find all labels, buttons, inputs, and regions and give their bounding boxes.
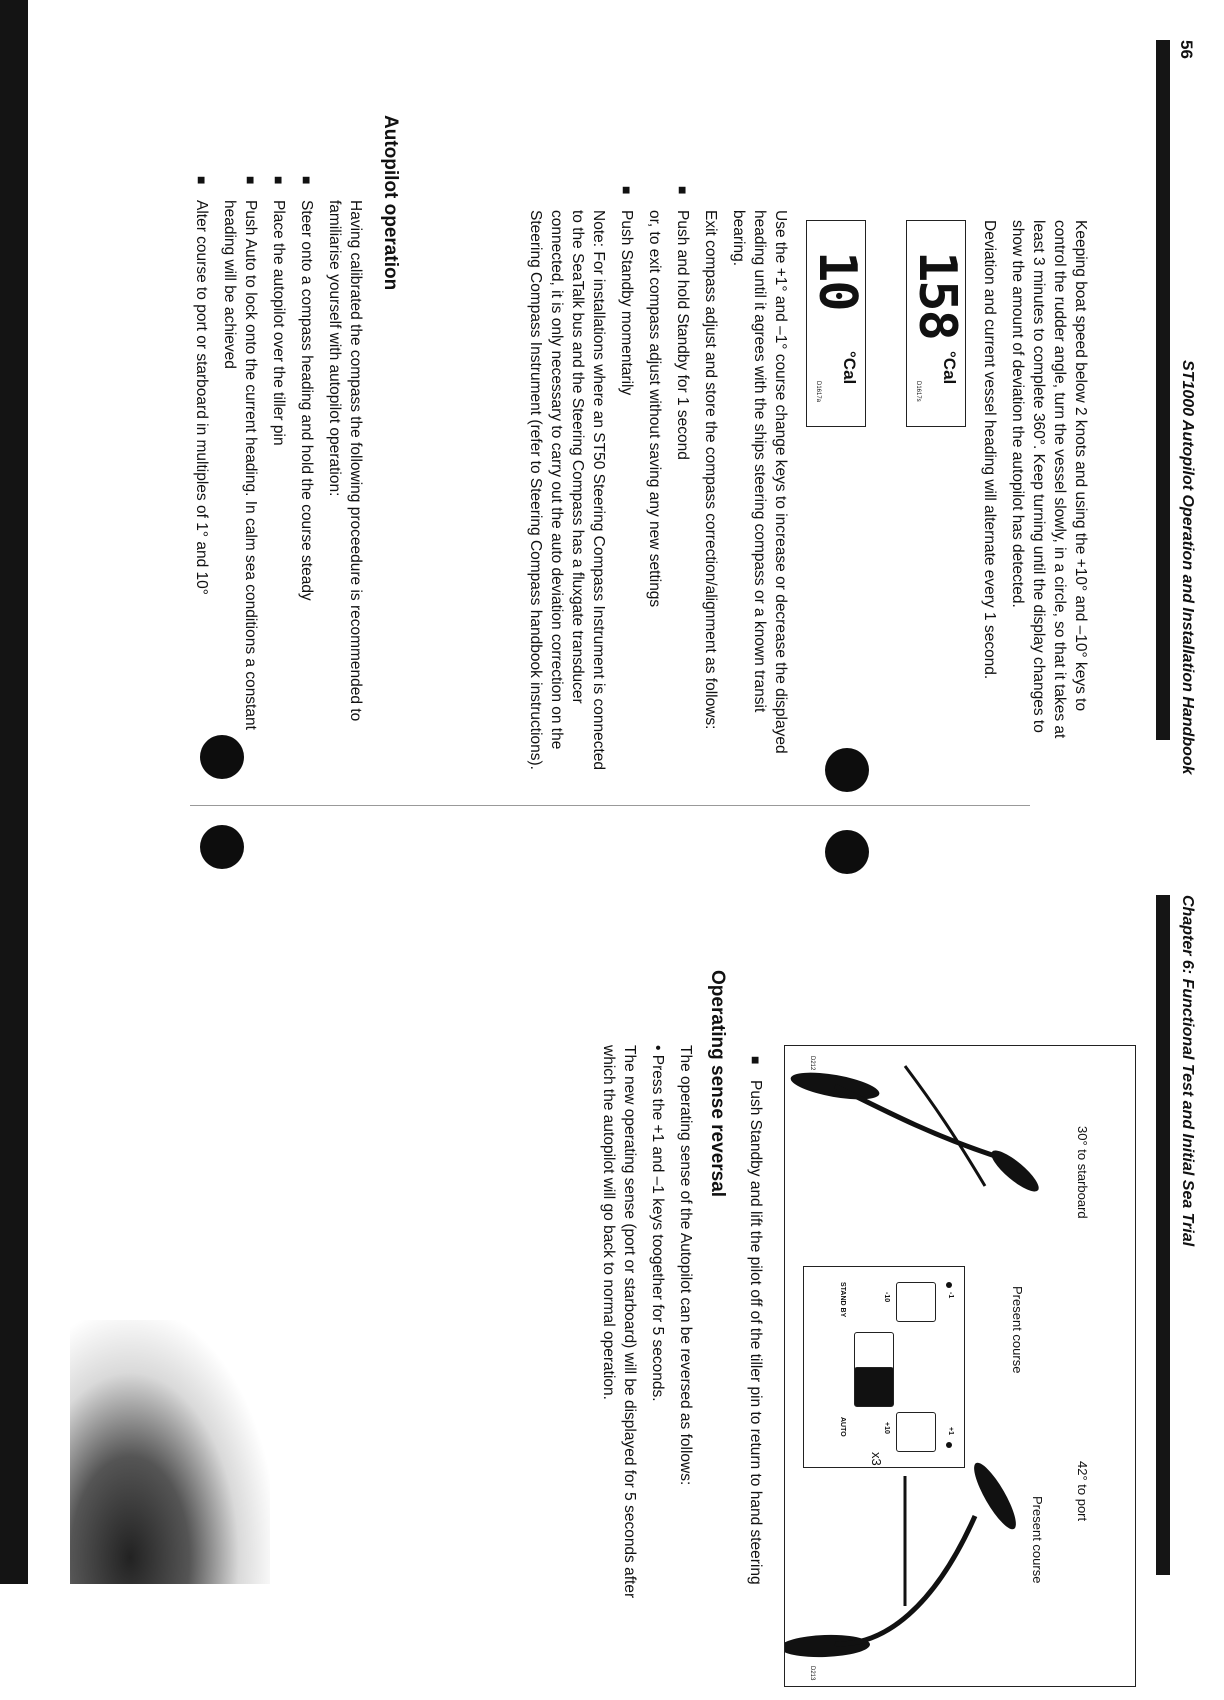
scan-edge [0, 0, 28, 1584]
lcd-display [806, 220, 866, 427]
plus10-key[interactable] [854, 1367, 894, 1407]
reversal-text [591, 1045, 696, 1605]
scan-smudge [70, 1320, 270, 1584]
present-course-label: Present course [1030, 1496, 1045, 1584]
bullet-item: ■ Steer onto a compass heading and hold the course steady [296, 200, 317, 760]
key-label: -1 [947, 1292, 954, 1299]
port-label: 42° to port [1075, 1461, 1090, 1522]
paragraph: Having calibrated the compass the following proceedure is recommended to familiarise yourself with autopilot operation: [326, 200, 364, 722]
header-bar [1156, 895, 1170, 1575]
starboard-label: 30° to starboard [1075, 1126, 1090, 1219]
bullet-text: Press the +1 and –1 keys toogether for 5 seconds. [649, 1054, 666, 1402]
intro-text [972, 220, 1091, 740]
operation-text [184, 200, 366, 760]
section-heading: Operating sense reversal [707, 970, 728, 1198]
figure-code: D212 [809, 1056, 815, 1071]
figure-code: D1617a [815, 381, 821, 403]
key-label: -10 [883, 1292, 890, 1303]
lcd-display [906, 220, 966, 427]
page-number: 56 [1177, 40, 1196, 59]
section-heading: Autopilot operation [380, 115, 401, 291]
paragraph: Keeping boat speed below 2 knots and using the +10° and –10° keys to control the rudder angle, turn the vessel slowly, in a circle, so that it takes at least 3 minutes to complete 360°. Keep turning until the display changes to show the amount of deviation the autopilot has detected. [1009, 220, 1089, 739]
punch-hole [825, 830, 869, 874]
keypad [803, 1266, 965, 1468]
auto-key[interactable] [806, 1412, 846, 1452]
display-value: 158 [907, 251, 967, 339]
key-label: +1 [947, 1427, 954, 1435]
header-bar [1156, 40, 1170, 740]
key-label: AUTO [839, 1417, 846, 1437]
page-divider [190, 805, 1030, 806]
figure-code: D1617s [915, 381, 921, 402]
display-unit: °Cal [940, 351, 959, 385]
press-count: x3 [869, 1452, 884, 1466]
calibration-text [518, 210, 791, 770]
bullet-item: ■ Push and hold Standby for 1 second [672, 210, 693, 770]
paragraph: Deviation and current vessel heading will alternate every 1 second. [981, 220, 998, 680]
display-value: 10 [807, 251, 867, 310]
bullet-item: • Press the +1 and –1 keys toogether for 5 seconds. [649, 1045, 666, 1402]
indicator-dot [946, 1442, 952, 1448]
bullet-item: ■ Place the autopilot over the tiller pin [268, 200, 289, 760]
running-head: Chapter 6: Functional Test and Initial Sea Trial [1179, 895, 1196, 1247]
note: Note: For installations where an ST50 Steering Compass Instrument is connected to the SeaTalk bus and the Steering Compass has a fluxgate transducer connected, it is only necessary to carry out the auto deviation correction on the Steering Compass Instrument (refer to Steering Compass handbook instructions). [527, 210, 607, 770]
key-label: +10 [883, 1422, 890, 1434]
present-course-label: Present course [1010, 1286, 1025, 1374]
display-unit: °Cal [840, 351, 859, 385]
bullet-item: ■ Push Auto to lock onto the current heading. In calm sea conditions a constant heading will be achieved [219, 200, 261, 760]
bullet-item: ■ Push Standby momentarily [616, 210, 637, 770]
plus1-key[interactable] [896, 1412, 936, 1452]
bullet-item: ■ Alter course to port or starboard in multiples of 1° and 10° [191, 200, 212, 760]
tiller-diagram [784, 1045, 1136, 1687]
key-label: STAND BY [839, 1282, 846, 1318]
standby-key[interactable] [806, 1282, 846, 1322]
running-head: ST1000 Autopilot Operation and Installation Handbook [1179, 360, 1196, 775]
paragraph: Use the +1° and –1° course change keys to increase or decrease the displayed heading until it agrees with the ships steering compass or a known transit bearing. [730, 210, 789, 754]
punch-hole [825, 748, 869, 792]
minus10-key[interactable] [854, 1332, 894, 1372]
figure-code: D213 [809, 1666, 815, 1681]
indicator-dot [946, 1282, 952, 1288]
bullet-item: ■ Push Standby and lift the pilot off of the tiller pin to return to hand steering [745, 1080, 766, 1700]
punch-hole [200, 825, 244, 869]
paragraph: or, to exit compass adjust without saving any new settings [646, 210, 663, 608]
minus1-key[interactable] [896, 1282, 936, 1322]
paragraph: Exit compass adjust and store the compass correction/alignment as follows: [702, 210, 719, 730]
paragraph: The new operating sense (port or starboard) will be displayed for 5 seconds after which the autopilot will go back to normal operation. [600, 1045, 638, 1599]
paragraph: The operating sense of the Autopilot can be reversed as follows: [677, 1045, 694, 1486]
